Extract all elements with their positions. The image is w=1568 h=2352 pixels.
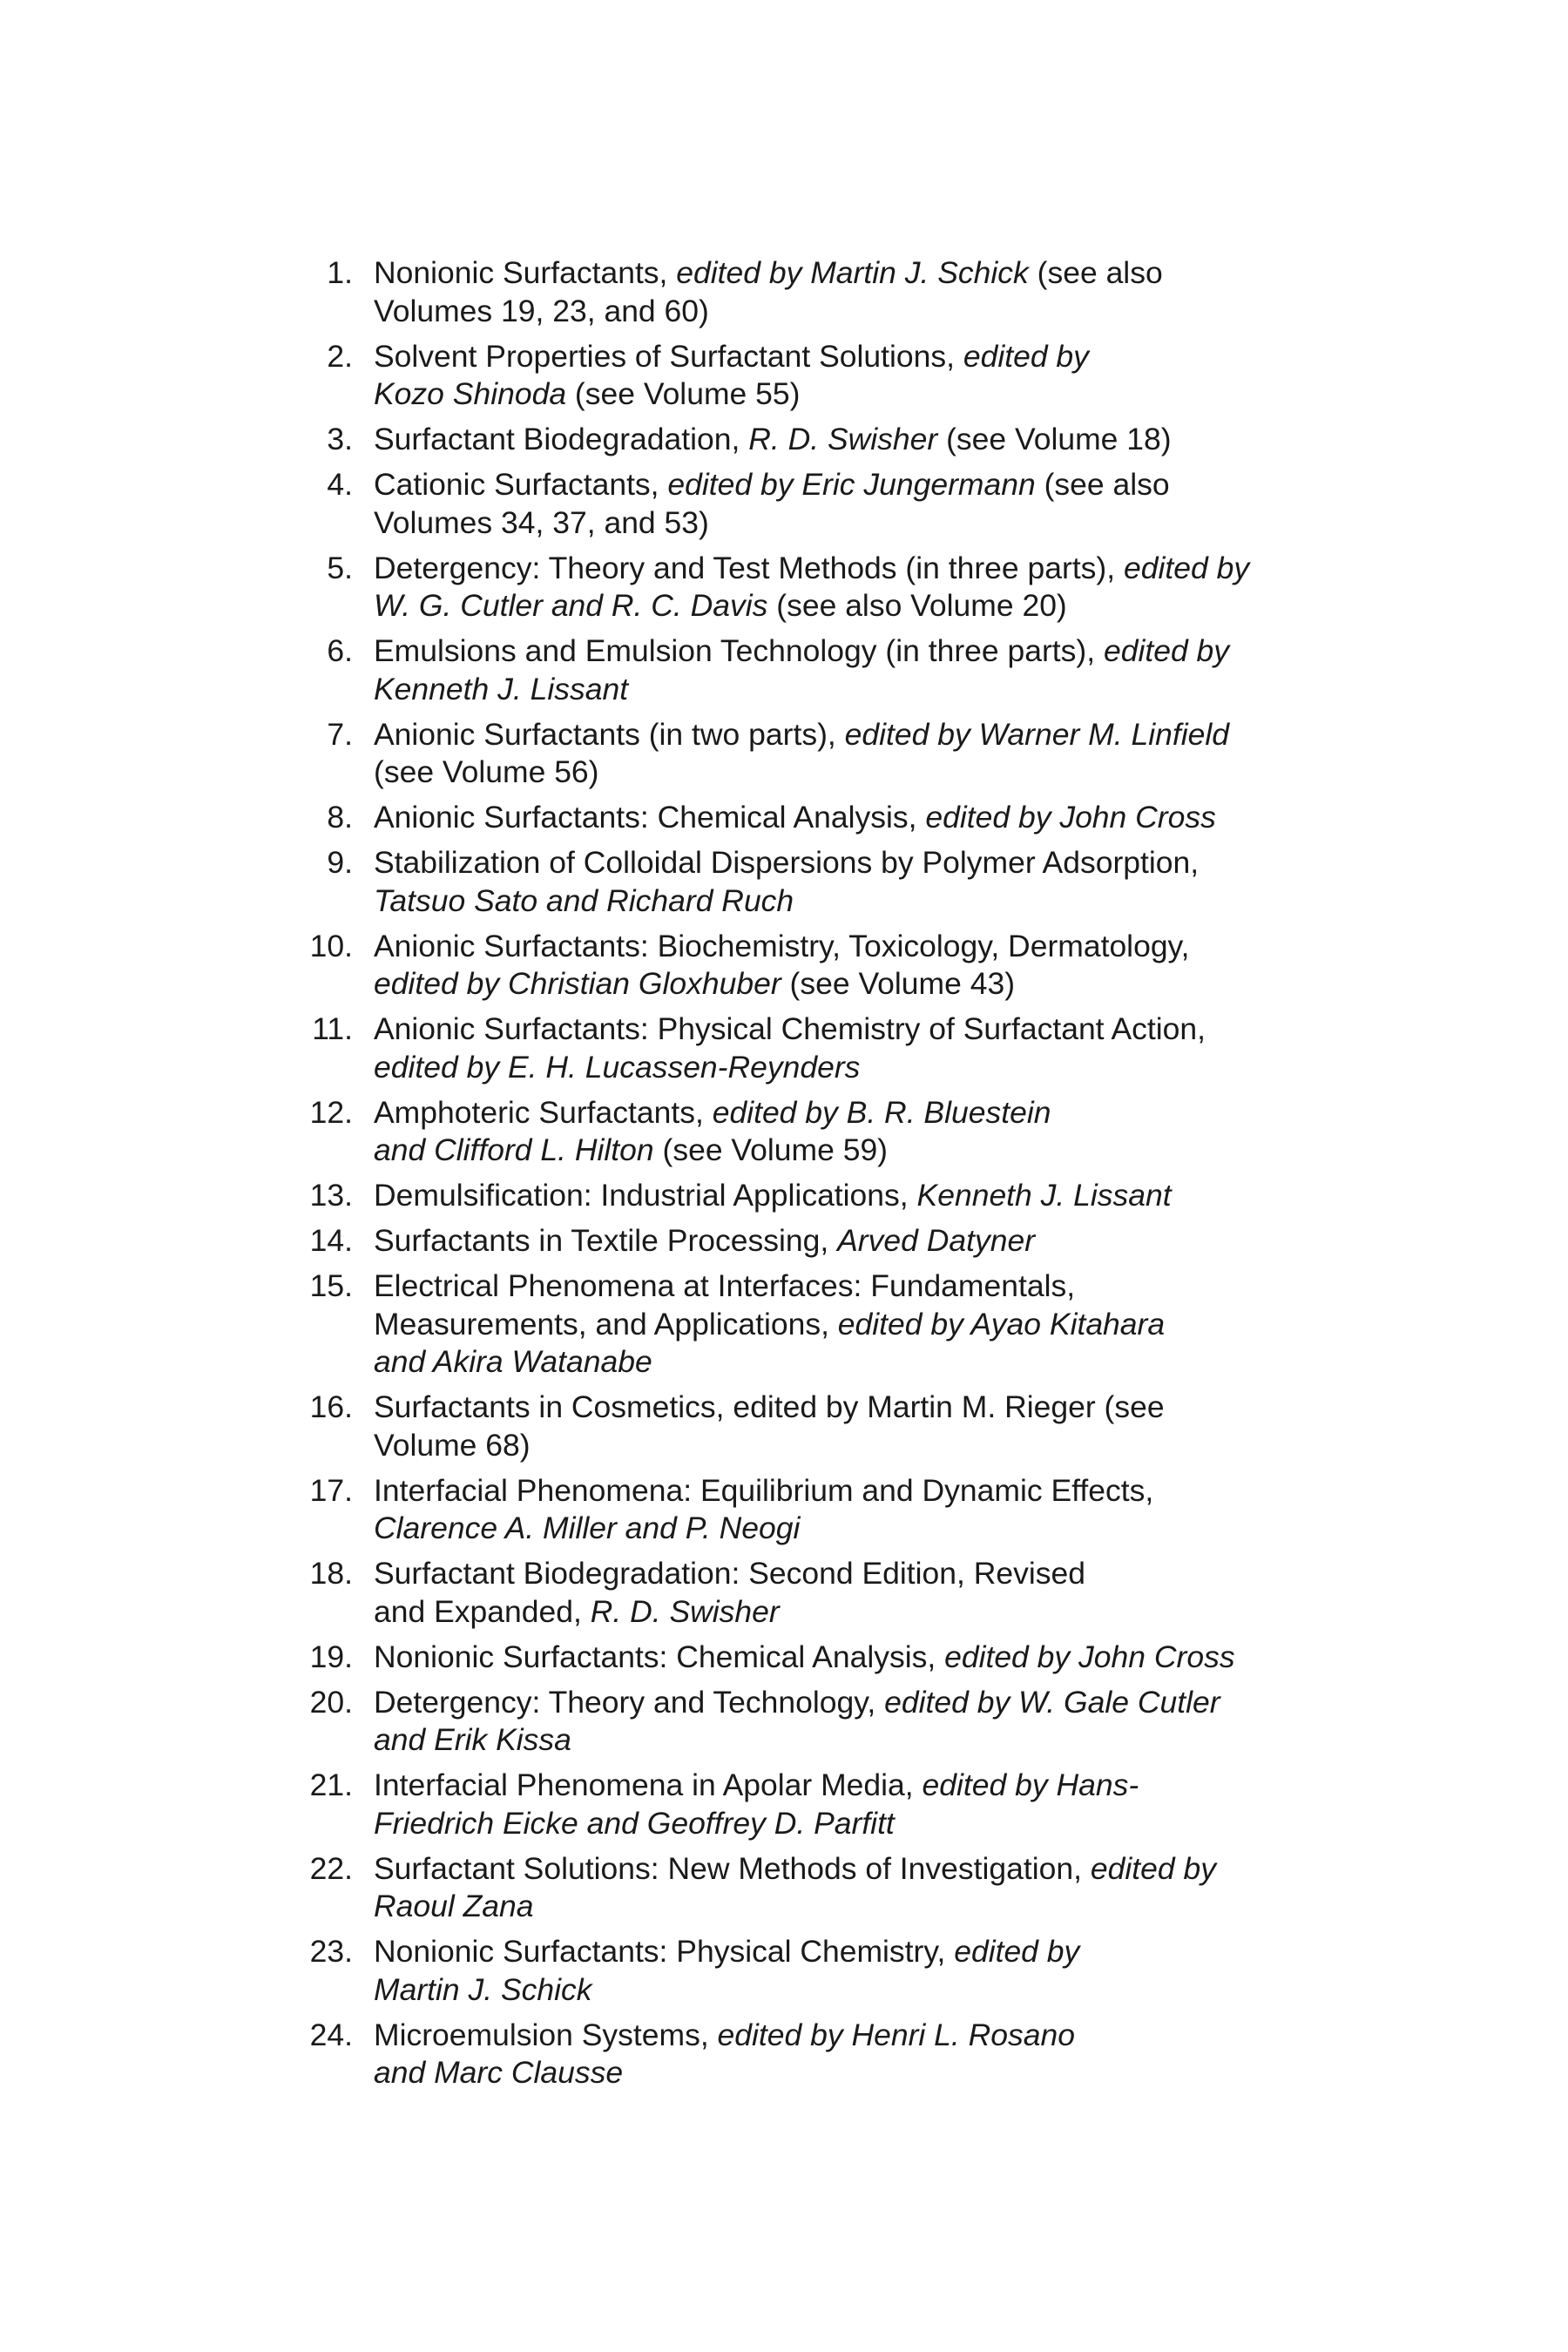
citation-line <box>374 1888 1324 1926</box>
volume-number: 2. <box>327 338 353 374</box>
citation-line <box>374 550 1324 588</box>
citation-line <box>374 293 1324 331</box>
citation-italic-text: edited by Martin J. Schick <box>676 255 1029 290</box>
citation-italic-text: Kenneth J. Lissant <box>916 1178 1172 1213</box>
citation-line <box>374 1510 1324 1548</box>
citation-text: (see Volume 18) <box>937 422 1172 456</box>
volume-entry <box>287 799 1324 837</box>
citation-line <box>374 928 1324 966</box>
citation-line <box>374 1639 1324 1677</box>
volume-citation <box>374 1933 1324 2009</box>
citation-line <box>374 1177 1324 1215</box>
volume-entry <box>287 2017 1324 2092</box>
citation-line <box>374 421 1324 459</box>
volume-entry <box>287 1222 1324 1260</box>
volume-number: 5. <box>327 550 353 585</box>
volume-number: 19. <box>309 1639 353 1674</box>
volume-number: 23. <box>309 1934 353 1969</box>
citation-line <box>374 1094 1324 1132</box>
citation-italic-text: and Akira Watanabe <box>374 1344 652 1379</box>
citation-text: Surfactant Biodegradation: Second Edition, Revised <box>374 1556 1086 1591</box>
volume-entry <box>287 1389 1324 1464</box>
citation-line <box>374 1933 1324 1971</box>
citation-text: Microemulsion Systems, <box>374 2017 718 2052</box>
citation-text: Volumes 34, 37, and 53) <box>374 504 709 540</box>
citation-italic-text: edited by Hans- <box>922 1767 1139 1802</box>
citation-italic-text: and Marc Clausse <box>374 2055 624 2090</box>
citation-text: Demulsification: Industrial Applications, <box>374 1178 917 1213</box>
citation-text: (see Volume 59) <box>653 1132 889 1167</box>
citation-line <box>374 338 1324 376</box>
citation-text: Surfactant Biodegradation, <box>374 422 749 456</box>
citation-text: (see also <box>1035 467 1170 502</box>
volume-citation <box>374 1684 1324 1760</box>
volume-entry <box>287 466 1324 542</box>
citation-text: Nonionic Surfactants: Physical Chemistry, <box>374 1934 955 1969</box>
citation-italic-text: Raoul Zana <box>374 1889 534 1923</box>
volume-number: 10. <box>309 928 353 963</box>
volume-entry <box>287 1684 1324 1760</box>
citation-line <box>374 1472 1324 1511</box>
citation-italic-text: edited by Henri L. Rosano <box>717 2017 1076 2052</box>
volume-number: 20. <box>309 1684 353 1720</box>
citation-line <box>374 1010 1324 1049</box>
citation-italic-text: edited by Eric Jungermann <box>667 467 1036 502</box>
citation-text: Detergency: Theory and Test Methods (in three parts), <box>374 550 1124 585</box>
citation-text: Solvent Properties of Surfactant Solutions, <box>374 338 963 374</box>
citation-text: Anionic Surfactants: Physical Chemistry of Surfactant Action, <box>374 1011 1206 1046</box>
citation-text: Nonionic Surfactants: Chemical Analysis, <box>374 1639 945 1674</box>
citation-text: Surfactants in Textile Processing, <box>374 1223 838 1258</box>
volume-number: 14. <box>309 1223 353 1258</box>
volume-number: 1. <box>327 255 353 290</box>
volume-number: 24. <box>309 2017 353 2052</box>
volume-number: 15. <box>309 1268 353 1303</box>
citation-line <box>374 799 1324 837</box>
citation-line <box>374 1767 1324 1805</box>
volume-entry <box>287 1850 1324 1926</box>
citation-italic-text: Tatsuo Sato and Richard Ruch <box>374 882 794 918</box>
volume-number: 18. <box>309 1556 353 1591</box>
citation-italic-text: edited by <box>1123 550 1250 585</box>
citation-line <box>374 632 1324 671</box>
volume-citation <box>374 844 1324 920</box>
citation-text: Interfacial Phenomena in Apolar Media, <box>374 1767 923 1802</box>
citation-line <box>374 1427 1324 1465</box>
citation-line <box>374 1267 1324 1306</box>
citation-italic-text: edited by <box>954 1934 1080 1969</box>
citation-line <box>374 671 1324 709</box>
citation-italic-text: Clarence A. Miller and P. Neogi <box>374 1511 801 1545</box>
citation-line <box>374 254 1324 293</box>
citation-text: Nonionic Surfactants, <box>374 255 677 290</box>
volume-entry <box>287 928 1324 1004</box>
citation-line <box>374 504 1324 543</box>
citation-italic-text: Friedrich Eicke and Geoffrey D. Parfitt <box>374 1805 895 1841</box>
citation-text: Surfactant Solutions: New Methods of Investigation, <box>374 1850 1091 1886</box>
citation-text: Volume 68) <box>374 1427 531 1463</box>
citation-italic-text: edited by Ayao Kitahara <box>837 1306 1166 1342</box>
citation-text: (see also Volume 20) <box>767 588 1067 623</box>
citation-line <box>374 716 1324 754</box>
citation-line <box>374 1343 1324 1382</box>
volume-entry <box>287 421 1324 459</box>
volume-citation <box>374 254 1324 330</box>
citation-text: Volumes 19, 23, and 60) <box>374 293 709 328</box>
volume-entry <box>287 1177 1324 1215</box>
volume-number: 6. <box>327 633 353 668</box>
citation-text: (see Volume 56) <box>374 754 599 789</box>
citation-italic-text: edited by Christian Gloxhuber <box>374 966 781 1001</box>
volume-entry <box>287 844 1324 920</box>
citation-italic-text: W. G. Cutler and R. C. Davis <box>374 588 768 623</box>
volume-citation <box>374 466 1324 542</box>
volume-entry <box>287 550 1324 625</box>
citation-line <box>374 754 1324 792</box>
citation-line <box>374 1684 1324 1722</box>
volume-entry <box>287 1267 1324 1382</box>
volume-citation <box>374 1177 1324 1215</box>
citation-text: Detergency: Theory and Technology, <box>374 1684 885 1720</box>
citation-italic-text: edited by E. H. Lucassen-Reynders <box>374 1049 861 1085</box>
volume-entry <box>287 632 1324 708</box>
citation-italic-text: Arved Datyner <box>837 1223 1036 1258</box>
citation-text: Measurements, and Applications, <box>374 1306 838 1342</box>
citation-text: (see also <box>1028 255 1163 290</box>
volume-citation <box>374 1389 1324 1464</box>
citation-line <box>374 1850 1324 1889</box>
citation-italic-text: edited by Warner M. Linfield <box>844 716 1229 752</box>
volume-number: 11. <box>312 1011 353 1046</box>
citation-line <box>374 375 1324 414</box>
citation-text: Electrical Phenomena at Interfaces: Fundamentals, <box>374 1268 1076 1303</box>
citation-line <box>374 1593 1324 1632</box>
citation-italic-text: edited by W. Gale Cutler <box>884 1684 1220 1720</box>
citation-text: Cationic Surfactants, <box>374 467 668 502</box>
citation-line <box>374 1805 1324 1843</box>
citation-line <box>374 1555 1324 1593</box>
citation-text: and Expanded, <box>374 1593 591 1629</box>
volume-number: 16. <box>309 1389 353 1424</box>
citation-line <box>374 1721 1324 1760</box>
volume-citation <box>374 1850 1324 1926</box>
volume-entry <box>287 1555 1324 1631</box>
volume-number: 9. <box>327 845 353 880</box>
citation-italic-text: edited by <box>1103 633 1230 668</box>
volume-entry <box>287 1472 1324 1548</box>
volume-citation <box>374 550 1324 625</box>
citation-line <box>374 2054 1324 2092</box>
citation-italic-text: Martin J. Schick <box>374 1971 592 2007</box>
volume-entry <box>287 338 1324 414</box>
volume-number: 22. <box>309 1850 353 1886</box>
volume-entry <box>287 254 1324 330</box>
volume-citation <box>374 632 1324 708</box>
volume-citation <box>374 1555 1324 1631</box>
volume-number: 7. <box>327 716 353 752</box>
citation-line <box>374 882 1324 921</box>
volume-entry <box>287 1767 1324 1842</box>
citation-italic-text: edited by <box>1090 1850 1216 1886</box>
citation-italic-text: R. D. Swisher <box>748 422 938 456</box>
volume-entry <box>287 716 1324 792</box>
series-volume-list <box>287 254 1324 2099</box>
citation-line <box>374 1132 1324 1170</box>
citation-line <box>374 1306 1324 1344</box>
citation-line <box>374 965 1324 1004</box>
citation-italic-text: edited by B. R. Bluestein <box>712 1094 1051 1130</box>
volume-citation <box>374 1010 1324 1086</box>
citation-line <box>374 844 1324 882</box>
citation-line <box>374 1389 1324 1427</box>
citation-italic-text: and Erik Kissa <box>374 1722 571 1757</box>
volume-citation <box>374 1094 1324 1170</box>
citation-line <box>374 466 1324 504</box>
citation-italic-text: Kenneth J. Lissant <box>374 671 629 706</box>
citation-italic-text: edited by John Cross <box>944 1639 1235 1674</box>
citation-italic-text: and Clifford L. Hilton <box>374 1132 654 1167</box>
citation-line <box>374 1222 1324 1260</box>
citation-text: (see Volume 55) <box>566 376 801 411</box>
volume-citation <box>374 2017 1324 2092</box>
volume-citation <box>374 1639 1324 1677</box>
volume-number: 21. <box>309 1767 353 1802</box>
citation-line <box>374 587 1324 625</box>
citation-line <box>374 1971 1324 2010</box>
volume-number: 13. <box>309 1178 353 1213</box>
citation-italic-text: Kozo Shinoda <box>374 376 567 411</box>
citation-text: Surfactants in Cosmetics, edited by Martin M. Rieger (see <box>374 1389 1165 1424</box>
volume-entry <box>287 1010 1324 1086</box>
citation-text: Amphoteric Surfactants, <box>374 1094 713 1130</box>
citation-italic-text: R. D. Swisher <box>590 1593 780 1629</box>
volume-number: 4. <box>327 467 353 502</box>
volume-citation <box>374 799 1324 837</box>
volume-citation <box>374 338 1324 414</box>
citation-italic-text: edited by John Cross <box>925 800 1216 835</box>
citation-text: Anionic Surfactants: Chemical Analysis, <box>374 800 926 835</box>
volume-citation <box>374 716 1324 792</box>
citation-text: Stabilization of Colloidal Dispersions by Polymer Adsorption, <box>374 845 1200 880</box>
volume-citation <box>374 1267 1324 1382</box>
volume-citation <box>374 1222 1324 1260</box>
volume-entry <box>287 1639 1324 1677</box>
citation-line <box>374 2017 1324 2055</box>
citation-line <box>374 1049 1324 1087</box>
volume-number: 8. <box>327 800 353 835</box>
citation-text: Anionic Surfactants: Biochemistry, Toxicology, Dermatology, <box>374 928 1190 963</box>
citation-text: Emulsions and Emulsion Technology (in three parts), <box>374 633 1104 668</box>
citation-italic-text: edited by <box>963 338 1089 374</box>
volume-number: 17. <box>309 1472 353 1508</box>
citation-text: Interfacial Phenomena: Equilibrium and Dynamic Effects, <box>374 1472 1154 1508</box>
volume-citation <box>374 1472 1324 1548</box>
volume-entry <box>287 1933 1324 2009</box>
citation-text: Anionic Surfactants (in two parts), <box>374 716 845 752</box>
citation-text: (see Volume 43) <box>781 966 1016 1001</box>
volume-citation <box>374 1767 1324 1842</box>
volume-citation <box>374 421 1324 459</box>
volume-number: 3. <box>327 422 353 456</box>
volume-number: 12. <box>309 1094 353 1130</box>
volume-entry <box>287 1094 1324 1170</box>
volume-citation <box>374 928 1324 1004</box>
